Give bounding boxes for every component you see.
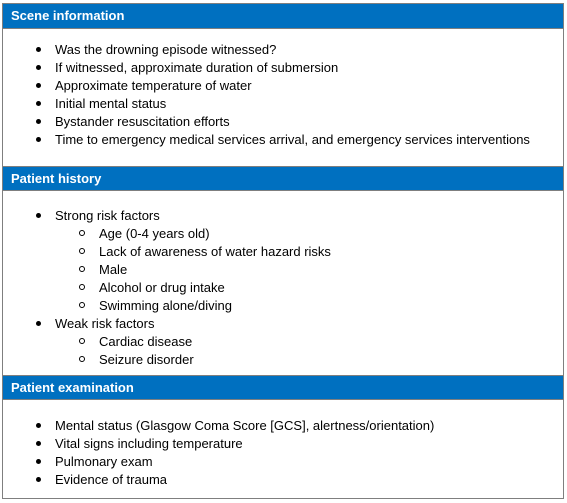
list-item: If witnessed, approximate duration of submersion xyxy=(3,59,563,77)
list-item: Initial mental status xyxy=(3,95,563,113)
risk-group-label: Strong risk factors xyxy=(3,207,563,225)
list-item: Time to emergency medical services arrival, and emergency services interventions xyxy=(3,131,563,149)
section-body-scene-information xyxy=(3,41,563,149)
list-item: Pulmonary exam xyxy=(3,453,563,471)
list-item: Vital signs including temperature xyxy=(3,435,563,453)
scene-information-list xyxy=(3,41,563,149)
list-item: Male xyxy=(3,261,563,279)
list-item: Cardiac disease xyxy=(3,333,563,351)
section-header-patient-history: Patient history xyxy=(3,166,563,191)
list-item: Lack of awareness of water hazard risks xyxy=(3,243,563,261)
list-item: Was the drowning episode witnessed? xyxy=(3,41,563,59)
list-item: Bystander resuscitation efforts xyxy=(3,113,563,131)
patient-examination-list xyxy=(3,417,563,489)
list-item: Swimming alone/diving xyxy=(3,297,563,315)
assessment-table xyxy=(2,3,564,499)
list-item: Approximate temperature of water xyxy=(3,77,563,95)
list-item: Seizure disorder xyxy=(3,351,563,369)
list-item: Evidence of trauma xyxy=(3,471,563,489)
list-item: Mental status (Glasgow Coma Score [GCS], alertness/orientation) xyxy=(3,417,563,435)
patient-history-list xyxy=(3,207,563,369)
section-body-patient-examination xyxy=(3,417,563,489)
section-header-patient-examination: Patient examination xyxy=(3,375,563,400)
section-body-patient-history xyxy=(3,207,563,369)
section-header-scene-information: Scene information xyxy=(3,4,563,29)
list-item: Alcohol or drug intake xyxy=(3,279,563,297)
risk-group-label: Weak risk factors xyxy=(3,315,563,333)
list-item: Age (0-4 years old) xyxy=(3,225,563,243)
